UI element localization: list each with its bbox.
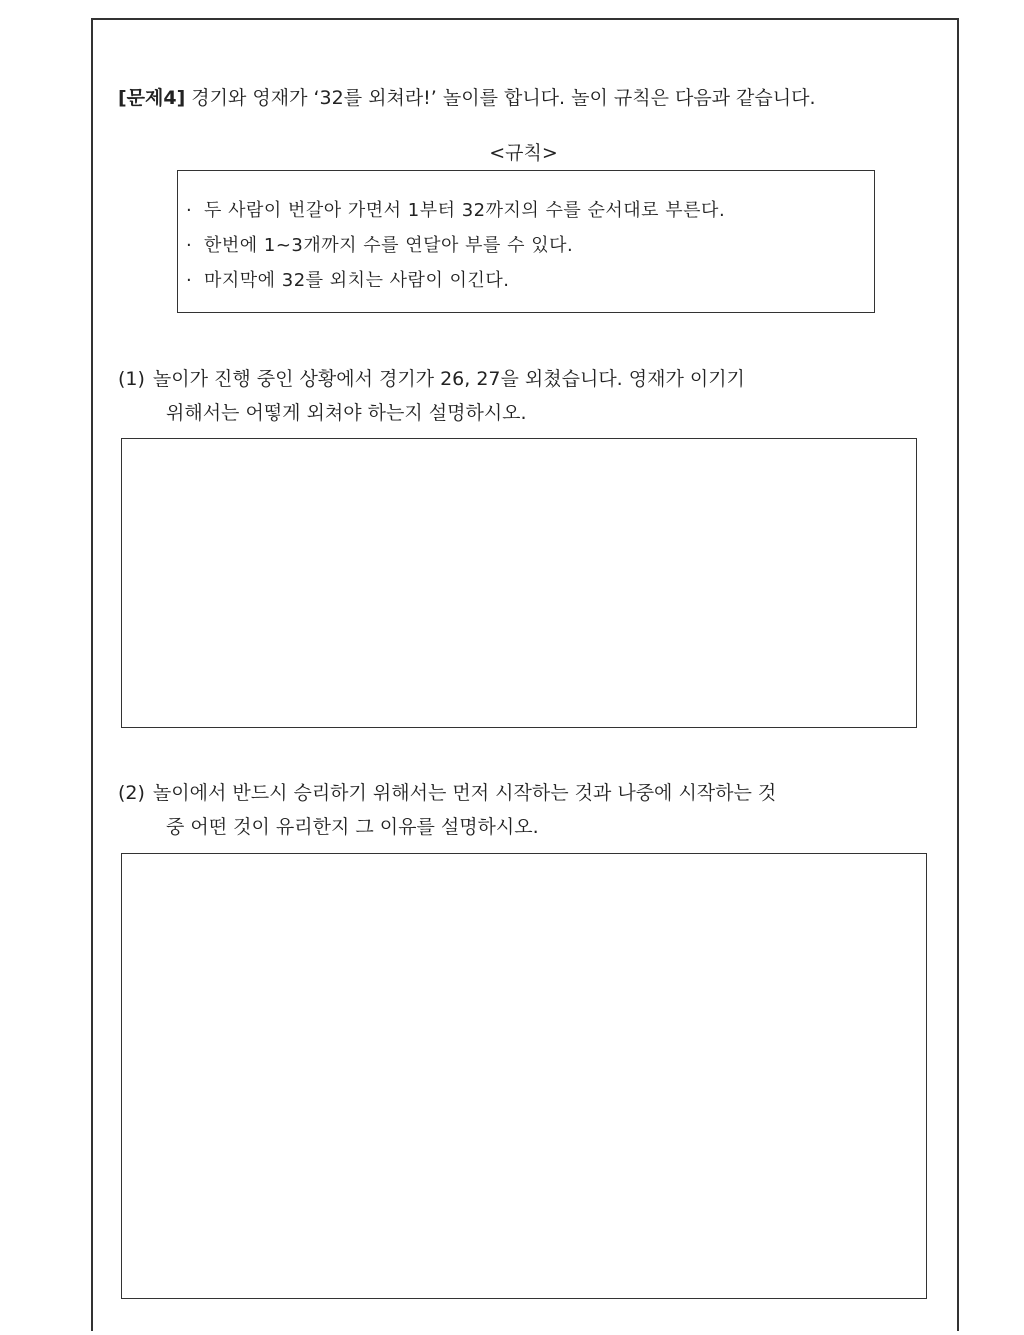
- question-1-number: (1): [118, 368, 145, 390]
- question-2-line2: 중 어떤 것이 유리한지 그 이유를 설명하시오.: [166, 816, 539, 838]
- question-2-line1: [118, 776, 938, 810]
- rules-title: <규칙>: [489, 142, 558, 164]
- question-1-line2: 위해서는 어떻게 외쳐야 하는지 설명하시오.: [166, 402, 527, 424]
- rule-item: [186, 263, 874, 298]
- problem-label: [문제4]: [118, 87, 186, 109]
- answer-box-1[interactable]: [121, 438, 917, 728]
- question-1-text: 놀이가 진행 중인 상황에서 경기가 26, 27을 외쳤습니다. 영재가 이기기: [152, 368, 745, 390]
- question-2: [118, 776, 938, 844]
- rule-text: 한번에 1~3개까지 수를 연달아 부를 수 있다.: [204, 235, 574, 256]
- bullet-icon: ·: [186, 200, 193, 221]
- question-1-line1: [118, 362, 938, 396]
- answer-box-2[interactable]: [121, 853, 927, 1299]
- rule-text: 마지막에 32를 외치는 사람이 이긴다.: [204, 270, 510, 291]
- bullet-icon: ·: [186, 235, 193, 256]
- rule-text: 두 사람이 번갈아 가면서 1부터 32까지의 수를 순서대로 부른다.: [204, 200, 726, 221]
- question-2-number: (2): [118, 782, 145, 804]
- question-2-text: 놀이에서 반드시 승리하기 위해서는 먼저 시작하는 것과 나중에 시작하는 것: [152, 782, 777, 804]
- question-1: [118, 362, 938, 430]
- rule-item: [186, 193, 874, 228]
- bullet-icon: ·: [186, 270, 193, 291]
- problem-text: 경기와 영재가 ‘32를 외쳐라!’ 놀이를 합니다. 놀이 규칙은 다음과 같습니다.: [191, 87, 816, 109]
- rule-item: [186, 228, 874, 263]
- problem-header: [118, 84, 938, 112]
- rules-box: [177, 170, 875, 313]
